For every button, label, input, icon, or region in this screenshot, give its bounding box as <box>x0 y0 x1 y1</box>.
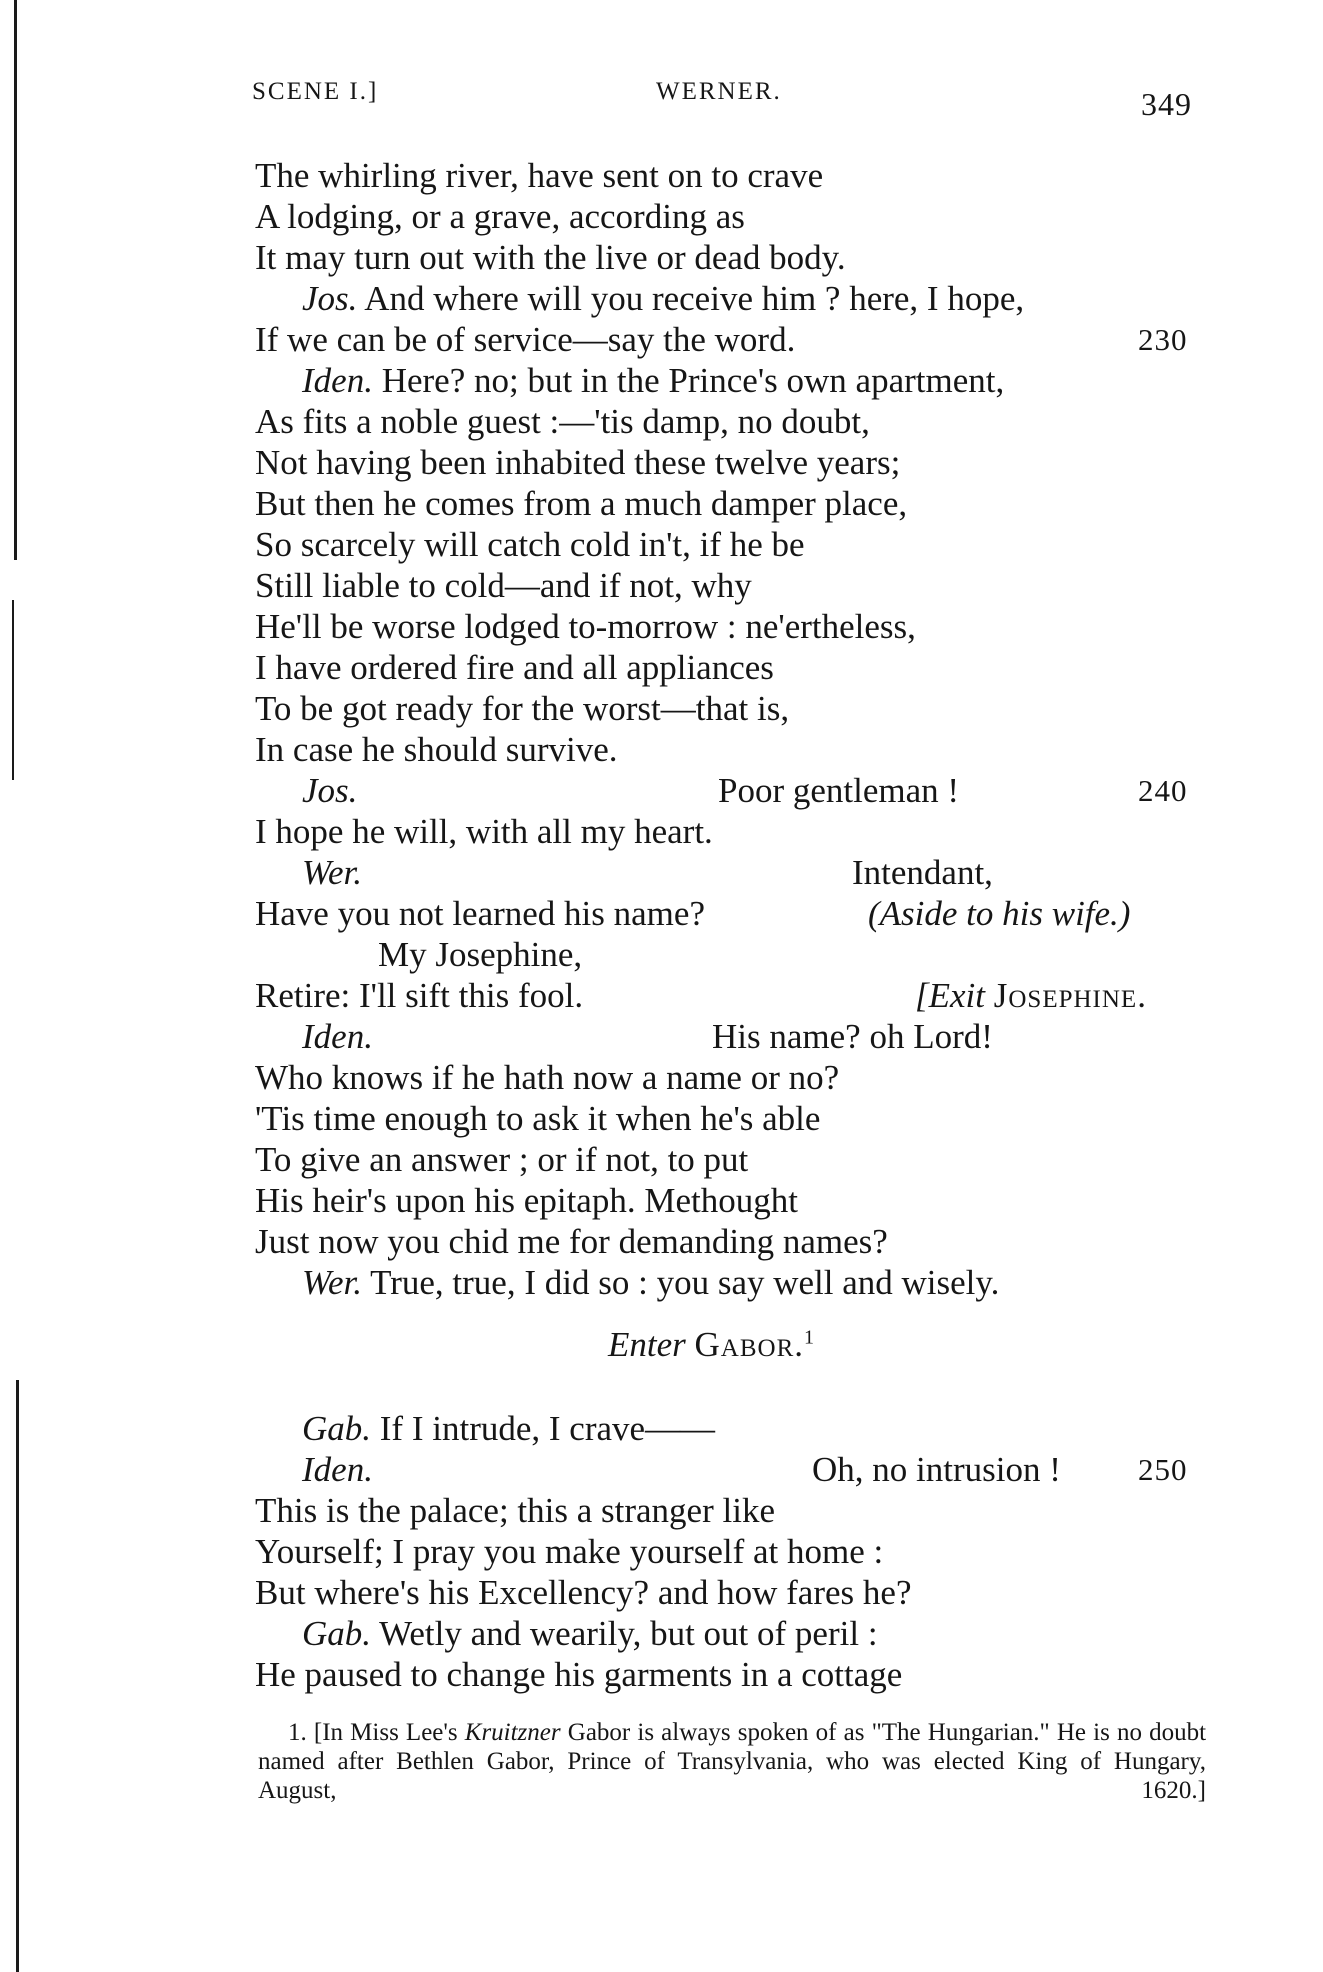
speaker-name: Gab. <box>302 1614 372 1653</box>
verse-line: To give an answer ; or if not, to put <box>255 1140 749 1179</box>
verse-line: To be got ready for the worst—that is, <box>255 689 790 728</box>
speaker-name: Iden. <box>302 1450 373 1489</box>
line-number: 240 <box>1138 773 1188 808</box>
verse-line: In case he should survive. <box>255 730 618 769</box>
verse-line: His heir's upon his epitaph. Methought <box>255 1181 798 1220</box>
verse-line: Iden. Oh, no intrusion ! 250 <box>302 1450 1188 1489</box>
running-head-title: WERNER. <box>656 78 782 105</box>
verse-line: Still liable to cold—and if not, why <box>255 566 752 605</box>
verse-line: Jos. And where will you receive him ? here, I hope, <box>302 279 1025 318</box>
footnote-marker: 1 <box>804 1326 814 1349</box>
speaker-name: Iden. <box>302 361 373 400</box>
verse-line: I hope he will, with all my heart. <box>255 812 713 851</box>
verse-line: As fits a noble guest :—'tis damp, no doubt, <box>255 402 870 441</box>
verse-line: Retire: I'll sift this fool. [Exit Josephine. <box>255 976 1147 1015</box>
verse-line: This is the palace; this a stranger like <box>255 1491 775 1530</box>
exit-direction: [Exit Josephine. <box>915 976 1147 1015</box>
verse-line: Wer. Intendant, <box>302 853 993 892</box>
speaker-name: Gab. <box>302 1409 372 1448</box>
verse-line: He paused to change his garments in a cottage <box>255 1655 903 1694</box>
verse-line: Iden. Here? no; but in the Prince's own apartment, <box>302 361 1005 400</box>
verse-line: 'Tis time enough to ask it when he's able <box>255 1099 821 1138</box>
verse-line: The whirling river, have sent on to crave <box>255 156 824 195</box>
speaker-name: Wer. <box>302 853 362 892</box>
verse-line: Wer. True, true, I did so : you say well and wisely. <box>302 1263 1000 1302</box>
stage-aside: (Aside to his wife.) <box>868 894 1131 933</box>
running-head-scene: SCENE I.] <box>252 78 379 105</box>
verse-line: Jos. Poor gentleman ! 240 <box>302 771 1188 810</box>
verse-line: Who knows if he hath now a name or no? <box>255 1058 840 1097</box>
stage-direction-enter: Enter Gabor.$^1$ <box>608 1325 814 1364</box>
verse-line: Just now you chid me for demanding names? <box>255 1222 888 1261</box>
verse-line: If we can be of service—say the word. 230 <box>255 320 1188 359</box>
verse-line: Gab. Wetly and wearily, but out of peril : <box>302 1614 878 1653</box>
verse-line: But then he comes from a much damper place, <box>255 484 908 523</box>
footnote-number: 1. <box>288 1719 307 1746</box>
verse-line: Iden. His name? oh Lord! <box>302 1017 993 1056</box>
page-number: 349 <box>1141 86 1192 122</box>
speaker-name: Jos. <box>302 279 358 318</box>
verse-line: I have ordered fire and all appliances <box>255 648 774 687</box>
verse-line: Yourself; I pray you make yourself at home : <box>255 1532 884 1571</box>
line-number: 230 <box>1138 322 1188 357</box>
footnote: 1. [In Miss Lee's Kruitzner Gabor is always spoken of as "The Hungarian." He is no doubt named after Bethlen Gabor, Prince of Transylvania, who was elected King of Hungary, August, 1620.] <box>258 1719 1207 1804</box>
verse-line: But where's his Excellency? and how fares he? <box>255 1573 912 1612</box>
verse-line: Have you not learned his name? (Aside to his wife.) <box>255 894 1131 933</box>
verse-line: A lodging, or a grave, according as <box>255 197 745 236</box>
speaker-name: Jos. <box>302 771 358 810</box>
verse-line: It may turn out with the live or dead body. <box>255 238 846 277</box>
speaker-name: Wer. <box>302 1263 362 1302</box>
verse-line: Not having been inhabited these twelve years; <box>255 443 901 482</box>
verse-line: My Josephine, <box>378 935 583 974</box>
verse-line: So scarcely will catch cold in't, if he be <box>255 525 805 564</box>
speaker-name: Iden. <box>302 1017 373 1056</box>
footnote-title: Kruitzner <box>464 1719 561 1746</box>
verse-line: He'll be worse lodged to-morrow : ne'ertheless, <box>255 607 916 646</box>
verse-line: Gab. If I intrude, I crave—— <box>302 1409 716 1448</box>
line-number: 250 <box>1138 1452 1188 1487</box>
